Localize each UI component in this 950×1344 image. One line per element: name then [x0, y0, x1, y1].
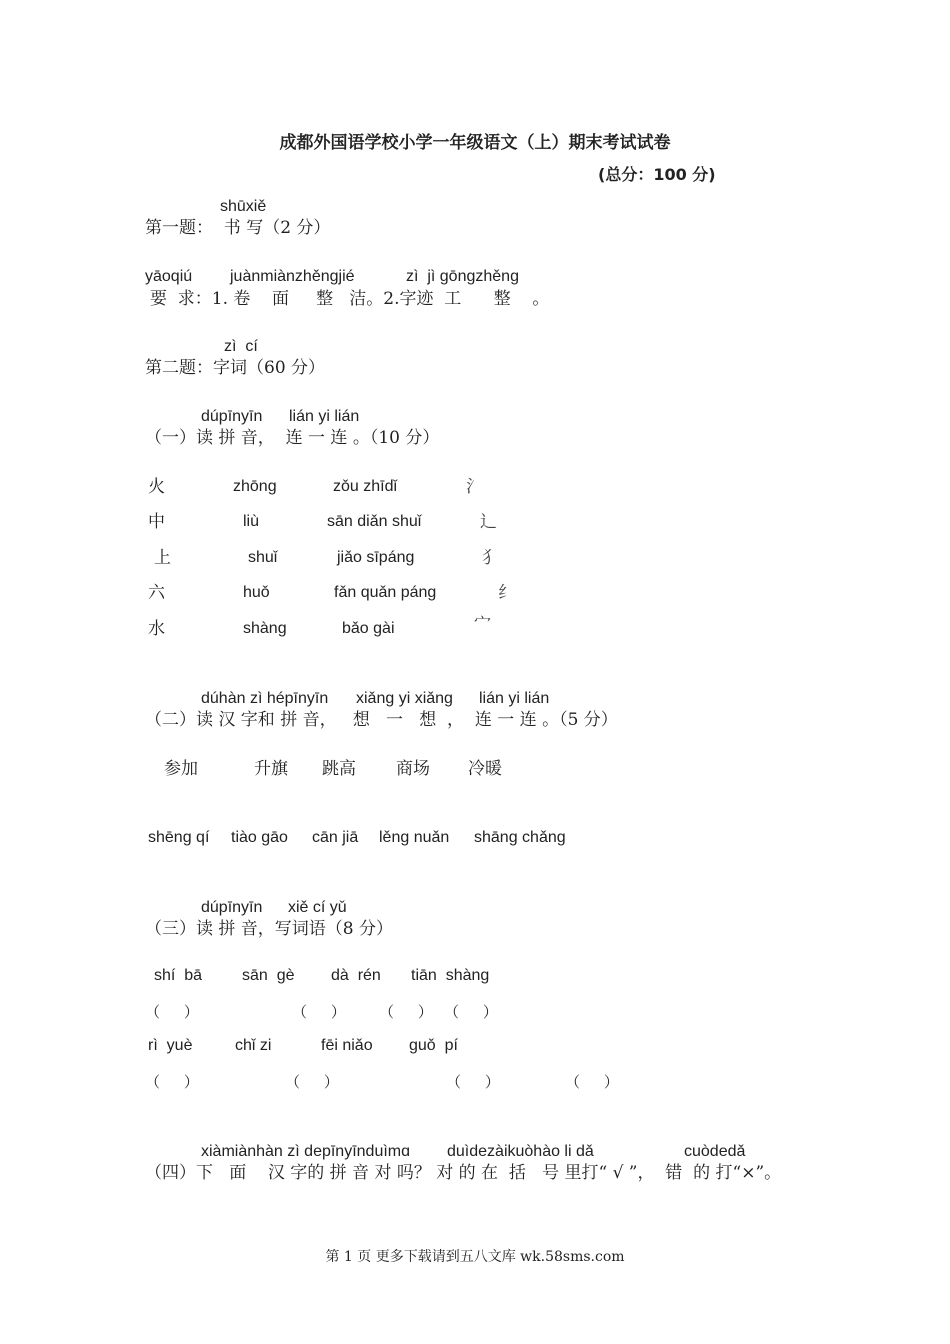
s1-pinyin-a: zhōng [233, 478, 277, 495]
s1-radical: 宀 [474, 614, 491, 634]
answer-bracket: （ ） [285, 1073, 339, 1091]
s2-word: 商场 [396, 759, 430, 779]
q1-heading: 第一题： 书 写（2 分） [145, 218, 331, 238]
s2-pinyin-2: xiǎng yi xiǎng [356, 690, 453, 707]
page-title: 成都外国语学校小学一年级语文（上）期末考试试卷 [279, 133, 671, 153]
s4-pinyin-1: xiàmiànhàn zì depīnyīnduìmɑ [201, 1143, 411, 1160]
q1-pinyin-2: juànmiànzhěngjié [230, 268, 355, 285]
answer-bracket: （ ） [565, 1073, 619, 1091]
s1-pinyin-2: lián yi lián [289, 408, 360, 425]
s2-pinyin-word: shēng qí [148, 829, 210, 846]
s1-pinyin-b: fǎn quǎn páng [334, 584, 437, 601]
answer-bracket: （ ） [446, 1073, 500, 1091]
s3-pinyin-1: dúpīnyīn [201, 899, 263, 916]
s1-pinyin-1: dúpīnyīn [201, 408, 263, 425]
s2-pinyin-3: lián yi lián [479, 690, 550, 707]
answer-bracket: （ ） [145, 1073, 199, 1091]
q1-requirement: 要 求：1. 卷 面 整 洁。2.字迹 工 整 。 [150, 289, 550, 309]
s1-pinyin-a: huǒ [243, 584, 270, 601]
s3-pinyin-2: xiě cí yǔ [288, 899, 347, 916]
s1-radical: 氵 [466, 477, 483, 497]
q2-heading: 第二题：字词（60 分） [145, 358, 326, 378]
s1-pinyin-b: sān diǎn shuǐ [327, 513, 422, 530]
s1-pinyin-a: shàng [243, 620, 287, 637]
s1-char: 上 [154, 548, 171, 568]
total-score: (总分：100 分) [598, 165, 716, 184]
s4-pinyin-2: duìdezàikuòhào li dǎ [447, 1143, 594, 1160]
q1-pinyin-1: yāoqiú [145, 268, 193, 285]
s3-pinyin-word: guǒ pí [409, 1037, 458, 1054]
s1-pinyin-a: liù [243, 513, 260, 530]
s1-pinyin-a: shuǐ [248, 549, 278, 566]
s3-pinyin-word: sān gè [242, 967, 295, 984]
s1-char: 中 [148, 512, 165, 532]
s2-word: 冷暖 [468, 759, 502, 779]
q1-pinyin-title: shūxiě [220, 198, 267, 215]
s3-heading: （三）读 拼 音，写词语（8 分） [145, 919, 394, 939]
s1-radical: 纟 [498, 583, 515, 603]
s3-pinyin-word: chǐ zi [235, 1037, 272, 1054]
answer-bracket: （ ） [145, 1003, 199, 1021]
s3-pinyin-word: rì yuè [148, 1037, 193, 1054]
s2-pinyin-word: lěng nuǎn [379, 829, 450, 846]
s1-radical: 辶 [480, 512, 497, 532]
s3-pinyin-word: fēi niǎo [321, 1037, 373, 1054]
s2-pinyin-word: tiào gāo [231, 829, 288, 846]
page-footer: 第 1 页 更多下载请到五八文库 wk.58sms.com [325, 1249, 625, 1265]
s2-word: 参加 [164, 759, 198, 779]
s2-pinyin-word: cān jiā [312, 829, 359, 846]
s1-pinyin-b: bǎo gài [342, 620, 395, 637]
s3-pinyin-word: shí bā [154, 967, 203, 984]
s4-pinyin-3: cuòdedǎ [684, 1143, 746, 1160]
answer-bracket: （ ） [292, 1003, 346, 1021]
s3-pinyin-word: tiān shàng [411, 967, 490, 984]
s1-radical: 犭 [482, 548, 499, 568]
q2-pinyin-title: zì cí [224, 338, 258, 355]
s4-heading: （四）下 面 汉 字的 拼 音 对 吗？ 对 的 在 括 号 里打“ √ ”， 错 的 打“×”。 [145, 1163, 782, 1183]
q1-pinyin-3: zì jì gōngzhěng [406, 268, 519, 285]
s1-char: 水 [148, 619, 165, 639]
s2-pinyin-1: dúhàn zì hépīnyīn [201, 690, 329, 707]
s3-pinyin-word: dà rén [331, 967, 381, 984]
answer-bracket: （ ） [444, 1003, 498, 1021]
answer-bracket: （ ） [379, 1003, 433, 1021]
s1-char: 六 [148, 583, 165, 603]
s2-word: 升旗 [254, 759, 288, 779]
s2-word: 跳高 [322, 759, 356, 779]
s1-heading: （一）读 拼 音， 连 一 连 。（10 分） [145, 428, 440, 448]
s2-pinyin-word: shāng chǎng [474, 829, 566, 846]
s1-pinyin-b: jiǎo sīpáng [337, 549, 415, 566]
s2-heading: （二）读 汉 字和 拼 音， 想 一 想 ， 连 一 连 。（5 分） [145, 710, 618, 730]
s1-pinyin-b: zǒu zhīdǐ [333, 478, 398, 495]
s1-char: 火 [148, 477, 165, 497]
